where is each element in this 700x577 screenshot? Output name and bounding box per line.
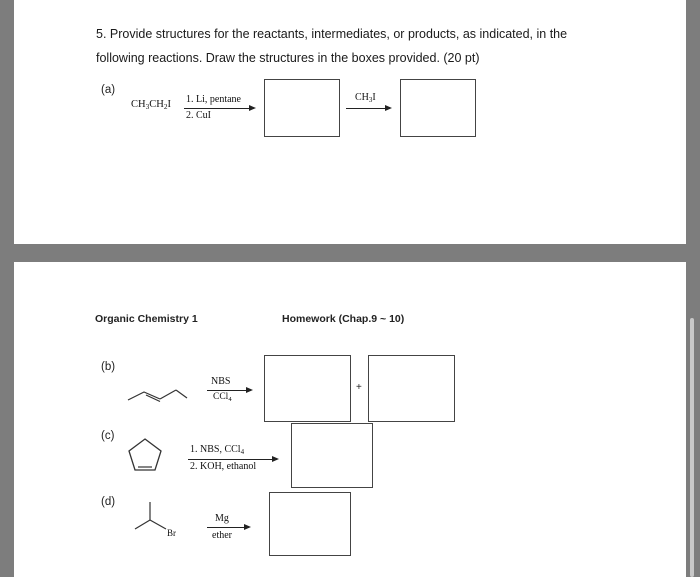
- part-a-reagent-bottom: 2. CuI: [186, 110, 211, 121]
- part-a-answer-box-2[interactable]: [400, 79, 476, 137]
- part-a-reagent-top: 1. Li, pentane: [186, 94, 241, 105]
- part-a-arrow-1: [184, 108, 254, 109]
- part-c-answer-box[interactable]: [291, 423, 373, 488]
- part-b-reagent-bottom: CCl$_4$: [213, 392, 232, 403]
- question-line-1: 5. Provide structures for the reactants, intermediates, or products, as indicated, in the: [96, 27, 568, 41]
- plus-sign: +: [356, 382, 362, 393]
- part-c-reagent-bottom: 2. KOH, ethanol: [190, 461, 257, 472]
- homework-title: Homework (Chap.9 ~ 10): [282, 313, 405, 325]
- part-a-arrow-2: [346, 108, 390, 109]
- part-a-answer-box-1[interactable]: [264, 79, 340, 137]
- part-d-answer-box[interactable]: [269, 492, 351, 556]
- part-b-arrow: [207, 390, 251, 391]
- question-line-2: following reactions. Draw the structures in the boxes provided. (20 pt): [96, 51, 480, 65]
- part-d-label: (d): [101, 496, 116, 508]
- course-title: Organic Chemistry 1: [95, 313, 198, 325]
- part-c-cyclopentene-structure: [126, 437, 164, 473]
- part-b-label: (b): [101, 361, 116, 373]
- part-b-reagent-top: NBS: [211, 376, 231, 387]
- part-c-reagent-top: 1. NBS, CCl$_4$: [190, 444, 245, 456]
- part-a-label: (a): [101, 84, 116, 96]
- part-b-alkene-structure: [125, 383, 189, 403]
- part-a-reagent-2: $CH_3I$: [355, 92, 376, 104]
- part-a-reactant: $CH_3CH_2I$: [131, 99, 172, 111]
- part-d-arrow: [207, 527, 249, 528]
- part-d-bromine-label: Br: [167, 528, 176, 538]
- part-d-reagent-bottom: ether: [212, 530, 232, 541]
- part-c-label: (c): [101, 430, 115, 442]
- part-b-answer-box-2[interactable]: [368, 355, 455, 422]
- scrollbar[interactable]: [690, 318, 694, 577]
- part-d-reagent-top: Mg: [215, 513, 229, 524]
- part-d-alkyl-bromide-structure: [130, 498, 172, 532]
- part-c-arrow: [188, 459, 277, 460]
- part-b-answer-box-1[interactable]: [264, 355, 351, 422]
